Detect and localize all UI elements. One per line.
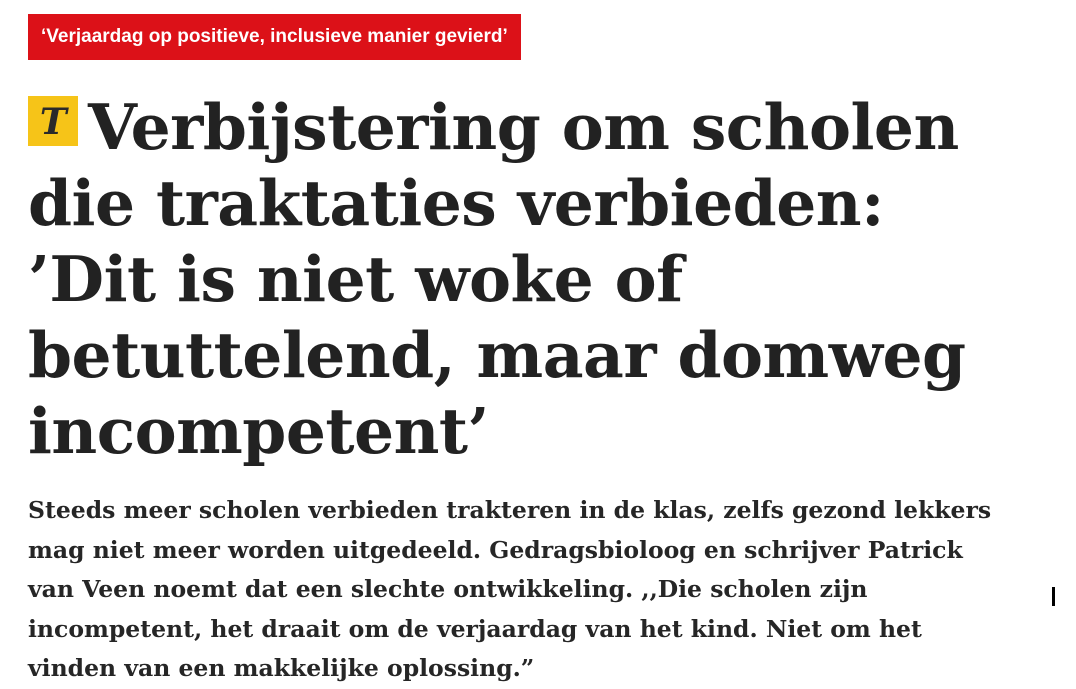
kicker-label[interactable]: ‘Verjaardag op positieve, inclusieve manier gevierd’ [28, 14, 521, 60]
headline-text: Verbijstering om scholen die traktaties verbieden: ’Dit is niet woke of betuttelend, maar domweg incompetent’ [28, 90, 966, 468]
telegraaf-logo-icon [28, 96, 78, 146]
logo-glyph: T [39, 101, 67, 143]
article [28, 14, 1028, 689]
text-cursor-mark [1052, 587, 1055, 606]
headline[interactable] [28, 89, 1018, 469]
article-lead: Steeds meer scholen verbieden trakteren in de klas, zelfs gezond lekkers mag niet meer worden uitgedeeld. Gedragsbioloog en schrijver Patrick van Veen noemt dat een slechte ontwikkeling. ,,Die scholen zijn incompetent, het draait om de verjaardag van het kind. Niet om het vinden van een makkelijke oplossing.” [28, 496, 992, 682]
